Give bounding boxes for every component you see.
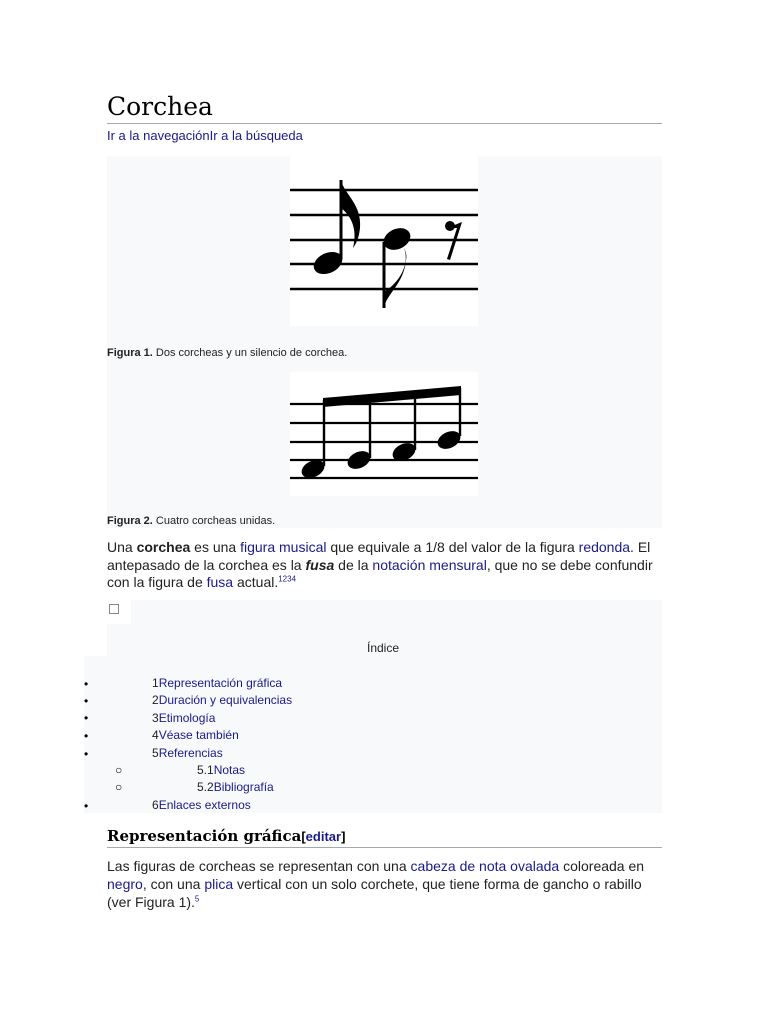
toc-title: Índice bbox=[367, 641, 400, 655]
intro-text: Una bbox=[107, 539, 137, 555]
intro-paragraph bbox=[107, 539, 667, 592]
intro-text: que equivale a 1/8 del valor de la figura bbox=[326, 539, 579, 555]
toc-item-number: 6 bbox=[152, 798, 159, 812]
link-figura-musical[interactable]: figura musical bbox=[240, 539, 327, 555]
intro-text: . El antepasado de la corchea es la bbox=[107, 539, 651, 573]
figure-2-image bbox=[290, 372, 478, 496]
toc-item-label: Enlaces externos bbox=[158, 798, 251, 812]
intro-text: es una bbox=[190, 539, 241, 555]
intro-text: , que no se debe confundir con la figura de bbox=[107, 556, 653, 590]
edit-bracket-close: ] bbox=[341, 829, 346, 844]
figure-1-label: Figura 1. bbox=[107, 347, 153, 359]
toc-item-number: 2 bbox=[152, 693, 159, 707]
section-paragraph bbox=[107, 857, 667, 911]
link-notacion-mensural[interactable]: notación mensural bbox=[372, 556, 487, 573]
toc-item-label: Duración y equivalencias bbox=[158, 693, 293, 707]
toc-item-referencias[interactable] bbox=[152, 746, 223, 760]
toc-item-notas[interactable] bbox=[197, 763, 245, 777]
intro-term-fusa: fusa bbox=[305, 556, 335, 573]
toc-bullet: • bbox=[84, 799, 89, 813]
link-cabeza-de-nota[interactable]: cabeza de nota ovalada bbox=[410, 858, 560, 874]
intro-term-corchea: corchea bbox=[136, 539, 191, 555]
jump-to-navigation-link[interactable]: Ir a la navegación bbox=[107, 128, 210, 143]
reference-link-5[interactable]: 5 bbox=[194, 894, 200, 904]
section-heading-text: Representación gráfica bbox=[107, 827, 302, 845]
title-divider bbox=[107, 123, 662, 124]
toc-item-label: Bibliografía bbox=[213, 780, 274, 794]
toc-item-etimologia[interactable] bbox=[152, 711, 215, 725]
figure-2-caption bbox=[107, 514, 275, 528]
toc-item-duracion[interactable] bbox=[152, 693, 292, 707]
figure-2-caption-text: Cuatro corcheas unidas. bbox=[155, 515, 276, 527]
figure-1-caption-text: Dos corcheas y un silencio de corchea. bbox=[155, 347, 348, 359]
toc-item-vease-tambien[interactable] bbox=[152, 728, 239, 742]
link-plica[interactable]: plica bbox=[204, 876, 234, 892]
edit-section-link[interactable]: editar bbox=[305, 829, 342, 844]
toc-sub-bullet: ○ bbox=[115, 780, 123, 794]
toc-item-bibliografia[interactable] bbox=[197, 780, 274, 794]
toc-item-number: 5.1 bbox=[197, 763, 214, 777]
link-redonda[interactable]: redonda bbox=[578, 539, 631, 555]
figure-1-image bbox=[290, 156, 478, 326]
jump-links bbox=[107, 128, 303, 144]
reference-links[interactable]: 1234 bbox=[278, 574, 297, 584]
toc-item-number: 1 bbox=[152, 676, 159, 690]
toc-bullet: • bbox=[84, 711, 89, 725]
edit-bracket-open: [ bbox=[301, 829, 306, 844]
toc-item-label: Referencias bbox=[158, 746, 223, 760]
toc-item-number: 3 bbox=[152, 711, 159, 725]
page-title: Corchea bbox=[107, 92, 213, 121]
section-heading bbox=[107, 826, 345, 847]
paragraph-text: , con una bbox=[142, 876, 205, 892]
toc-sub-bullet: ○ bbox=[115, 763, 123, 777]
toc-bullet: • bbox=[84, 694, 89, 708]
toc-toggle-checkbox[interactable] bbox=[109, 604, 119, 614]
toc-bullet: • bbox=[84, 677, 89, 691]
toc-item-label: Representación gráfica bbox=[158, 676, 283, 690]
toc-bullet: • bbox=[84, 729, 89, 743]
section-divider bbox=[107, 847, 662, 848]
toc-item-number: 5 bbox=[152, 746, 159, 760]
toc-item-number: 5.2 bbox=[197, 780, 214, 794]
intro-text: de la bbox=[334, 556, 373, 573]
toc-bullet: • bbox=[84, 747, 89, 761]
intro-text: actual. bbox=[233, 574, 279, 590]
toc-item-label: Véase también bbox=[158, 728, 239, 742]
toc-item-representacion[interactable] bbox=[152, 676, 282, 690]
figure-2-label: Figura 2. bbox=[107, 515, 153, 527]
figure-1-caption bbox=[107, 346, 347, 360]
toc-item-label: Etimología bbox=[158, 711, 216, 725]
paragraph-text: coloreada en bbox=[559, 858, 645, 874]
paragraph-text: Las figuras de corcheas se representan con una bbox=[107, 858, 411, 874]
toc-item-label: Notas bbox=[213, 763, 246, 777]
paragraph-text: vertical con un solo corchete, que tiene forma de gancho o rabillo (ver Figura 1). bbox=[107, 876, 642, 910]
toc-item-number: 4 bbox=[152, 728, 159, 742]
link-negro[interactable]: negro bbox=[107, 876, 143, 892]
link-fusa[interactable]: fusa bbox=[206, 574, 234, 590]
jump-to-search-link[interactable]: Ir a la búsqueda bbox=[209, 128, 303, 143]
toc-item-enlaces-externos[interactable] bbox=[152, 798, 251, 812]
